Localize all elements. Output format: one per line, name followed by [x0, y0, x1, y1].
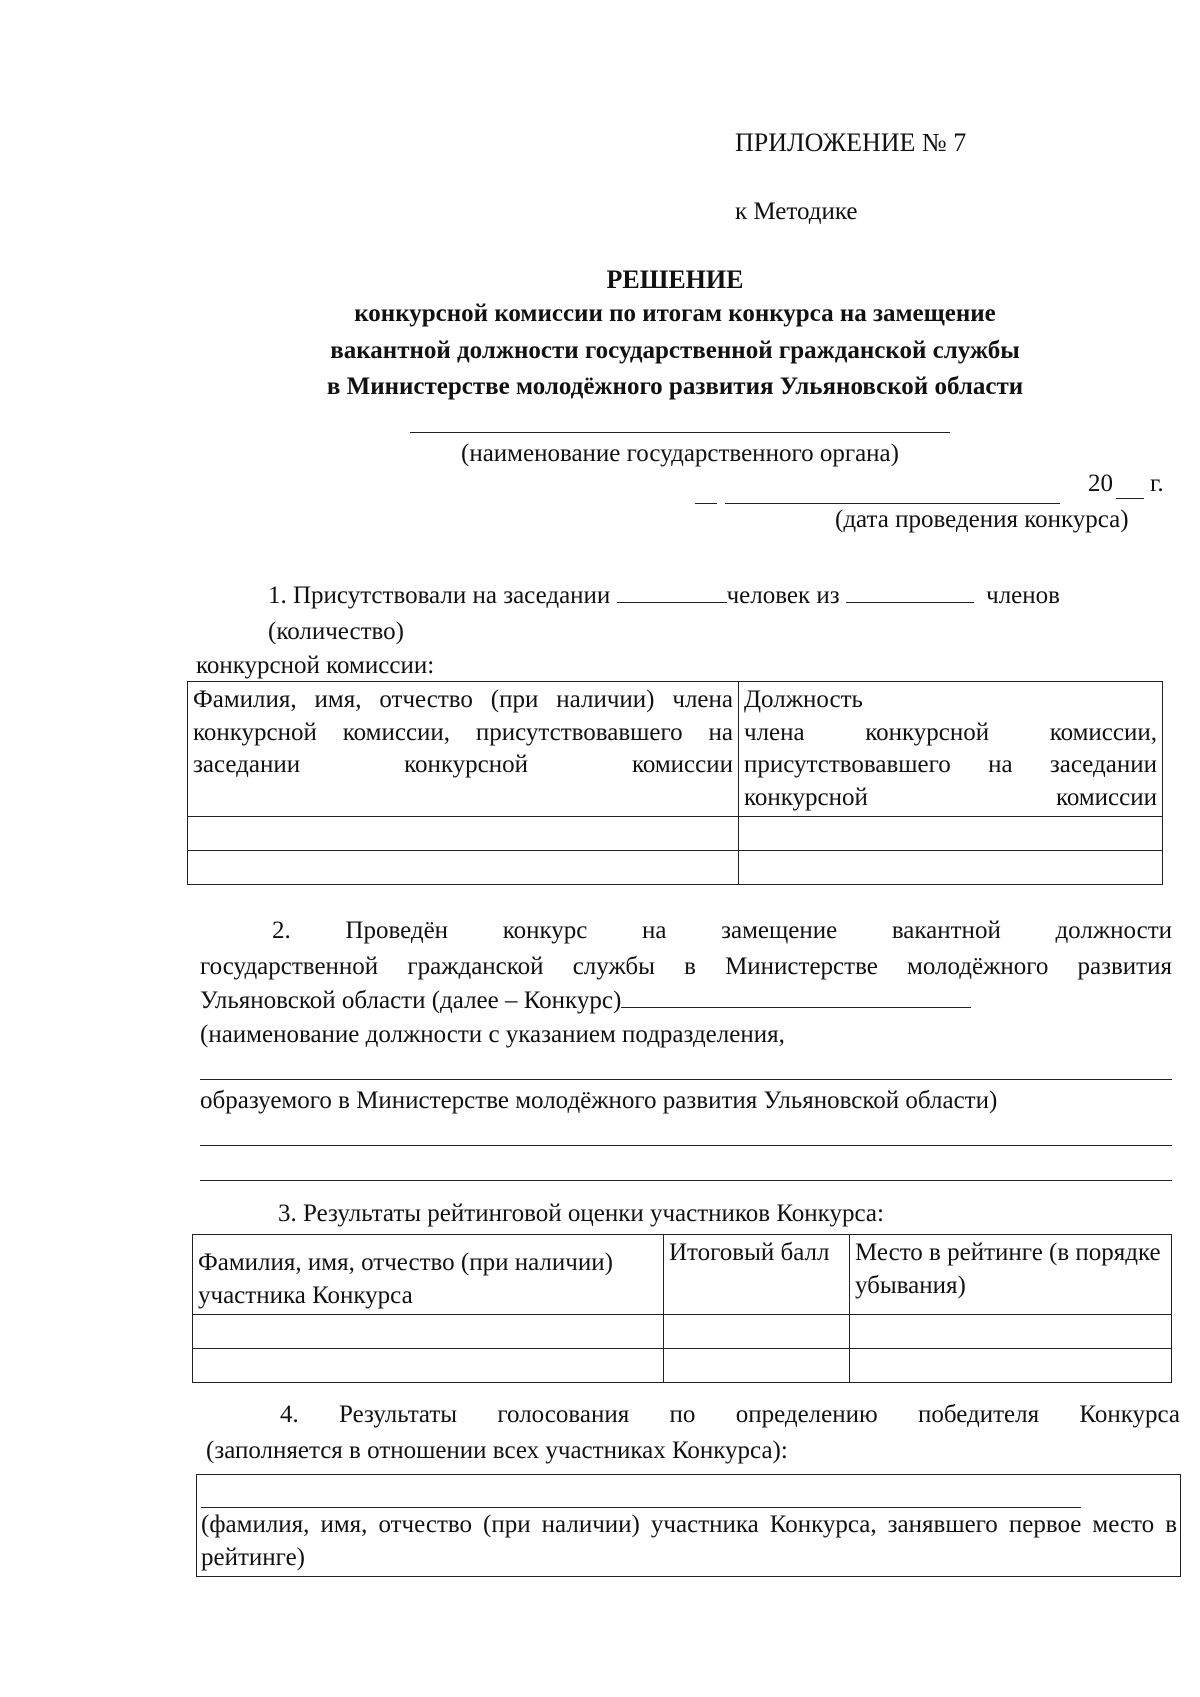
table-row	[188, 851, 1163, 885]
members-name-header: Фамилия, имя, отчество (при наличии) члена конкурсной комиссии, присутствовавшего на заседании конкурсной комиссии	[188, 682, 739, 817]
table-row	[193, 1315, 1172, 1349]
table-cell[interactable]	[850, 1315, 1172, 1349]
section2-line-2: государственной гражданской службы в Министерстве молодёжного развития	[200, 953, 1172, 980]
section2-caption-2: образуемого в Министерстве молодёжного развития Ульяновской области)	[200, 1087, 998, 1114]
table-cell[interactable]	[739, 817, 1163, 851]
members-position-header	[739, 682, 1163, 817]
section1-text-1: 1. Присутствовали на заседании	[268, 582, 611, 609]
participant-name-header: Фамилия, имя, отчество (при наличии) участника Конкурса	[193, 1235, 664, 1315]
total-count-blank[interactable]	[846, 601, 974, 603]
date-caption: (дата проведения конкурса)	[835, 506, 1129, 533]
title-line-3: в Министерстве молодёжного развития Ульяновской области	[326, 373, 1024, 400]
position-blank-3[interactable]	[200, 1145, 1172, 1146]
table-cell[interactable]	[850, 1349, 1172, 1383]
table-cell[interactable]	[193, 1349, 664, 1383]
org-name-blank[interactable]	[410, 432, 950, 433]
rating-place-header: Место в рейтинге (в порядке убывания)	[850, 1235, 1172, 1315]
section2-line-3	[200, 985, 971, 1018]
document-title: РЕШЕНИЕ	[606, 265, 744, 294]
date-year-suffix: г.	[1150, 470, 1164, 497]
section1-line	[268, 580, 1060, 613]
table-row	[188, 817, 1163, 851]
table-cell[interactable]	[193, 1315, 664, 1349]
quantity-caption: (количество)	[268, 618, 404, 645]
section1-text-2: человек из	[726, 582, 840, 609]
winner-name-blank[interactable]	[201, 1507, 1081, 1508]
commission-members-table	[187, 681, 1163, 885]
date-year-blank[interactable]	[1116, 498, 1144, 499]
rating-table	[192, 1234, 1172, 1383]
appendix-reference: к Методике	[735, 198, 858, 225]
table-row	[193, 1349, 1172, 1383]
section2-line-1: 2. Проведён конкурс на замещение вакантной должности	[272, 917, 1172, 944]
section3-heading: 3. Результаты рейтинговой оценки участников Конкурса:	[278, 1200, 884, 1227]
title-line-2: вакантной должности государственной гражданской службы	[330, 337, 1020, 364]
appendix-number: ПРИЛОЖЕНИЕ № 7	[735, 128, 967, 157]
present-count-blank[interactable]	[617, 601, 727, 603]
table-header-row	[188, 682, 1163, 817]
date-year-prefix: 20	[1088, 470, 1113, 497]
section2-line-3-text: Ульяновской области (далее – Конкурс)	[200, 987, 622, 1014]
position-header-text: члена конкурсной комиссии, присутствовавшего на заседании конкурсной комиссии	[744, 718, 1157, 811]
table-header-row	[193, 1235, 1172, 1315]
position-blank-2[interactable]	[200, 1079, 1172, 1080]
date-blank-short[interactable]	[695, 503, 717, 504]
table-cell[interactable]	[188, 851, 739, 885]
section1-continuation: конкурсной комиссии:	[196, 652, 435, 679]
org-name-caption: (наименование государственного органа)	[461, 440, 899, 467]
table-cell[interactable]	[664, 1349, 850, 1383]
title-line-1: конкурсной комиссии по итогам конкурса на замещение	[354, 300, 996, 327]
position-blank-4[interactable]	[200, 1180, 1172, 1181]
section2-caption-1: (наименование должности с указанием подразделения,	[200, 1021, 785, 1048]
position-name-blank[interactable]	[621, 1006, 971, 1008]
winner-caption: (фамилия, имя, отчество (при наличии) участника Конкурса, занявшего первое место в рейтинге)	[201, 1511, 1177, 1571]
winner-box	[196, 1474, 1181, 1577]
final-score-header: Итоговый балл	[664, 1235, 850, 1315]
table-cell[interactable]	[188, 817, 739, 851]
section4-line-1: 4. Результаты голосования по определению победителя Конкурса	[280, 1401, 1180, 1428]
table-cell[interactable]	[739, 851, 1163, 885]
position-header-title: Должность	[744, 686, 863, 713]
section4-line-2: (заполняется в отношении всех участниках Конкурса):	[206, 1437, 788, 1464]
section1-text-3: членов	[986, 582, 1060, 609]
table-cell[interactable]	[664, 1315, 850, 1349]
